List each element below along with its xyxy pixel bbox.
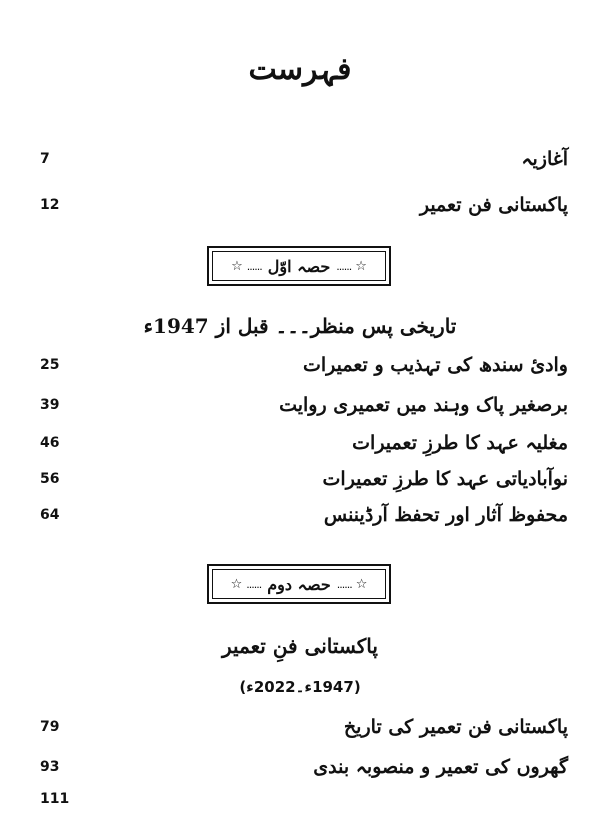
dot-leader: ......	[246, 577, 262, 591]
entry-label: برصغیر پاک وہند میں تعمیری روایت	[279, 394, 568, 416]
part-one-box	[207, 246, 391, 286]
part-two-box-inner	[212, 569, 386, 599]
part-two-heading: پاکستانی فنِ تعمیر	[222, 634, 378, 658]
toc-entry	[40, 350, 568, 380]
toc-entry	[40, 390, 568, 420]
entry-label: مغلیہ عہد کا طرزِ تعمیرات	[352, 432, 568, 454]
toc-entry	[40, 428, 568, 458]
dot-leader: ......	[246, 259, 262, 273]
part-two-title: حصہ دوم	[267, 574, 331, 594]
page-number: 7	[40, 151, 50, 167]
part-one-title: حصہ اوّل	[267, 256, 331, 276]
toc-entry	[40, 144, 568, 174]
star-icon: ☆	[355, 576, 368, 592]
toc-entry	[40, 500, 568, 530]
page-number: 39	[40, 397, 60, 413]
page-number: 25	[40, 357, 60, 373]
entry-label: گھروں کی تعمیر و منصوبہ بندی	[313, 756, 568, 778]
page-number: 111	[40, 791, 70, 807]
part-two-date-range: (1947ء۔2022ء)	[239, 678, 361, 696]
page-number: 46	[40, 435, 60, 451]
page-number: 12	[40, 197, 60, 213]
page-number: 93	[40, 759, 60, 775]
entry-label: پاکستانی فن تعمیر کی تاریخ	[343, 716, 568, 738]
toc-entry	[40, 464, 568, 494]
page-number: 56	[40, 471, 60, 487]
toc-entry	[40, 752, 568, 782]
page-number: 64	[40, 507, 60, 523]
star-icon: ☆	[355, 258, 367, 274]
star-icon: ☆	[230, 576, 243, 592]
entry-label: محفوظ آثار اور تحفظ آرڈیننس	[323, 504, 568, 526]
part-one-box-inner	[212, 251, 386, 281]
toc-entry	[40, 784, 568, 814]
toc-entry	[40, 712, 568, 742]
dot-leader: ......	[336, 577, 352, 591]
star-icon: ☆	[231, 258, 243, 274]
part-two-box	[207, 564, 391, 604]
dot-leader: ......	[336, 259, 352, 273]
entry-label: وادیٔ سندھ کی تہذیب و تعمیرات	[303, 354, 568, 376]
entry-label: نوآبادیاتی عہد کا طرزِ تعمیرات	[322, 468, 568, 490]
entry-label: پاکستانی فن تعمیر	[419, 194, 568, 216]
page-number: 79	[40, 719, 60, 735]
page-title: فہرست	[248, 52, 352, 87]
part-one-heading: تاریخی پس منظر۔۔۔ قبل از 1947ء	[143, 314, 457, 338]
entry-label: آغازیہ	[521, 148, 568, 170]
toc-entry	[40, 190, 568, 220]
